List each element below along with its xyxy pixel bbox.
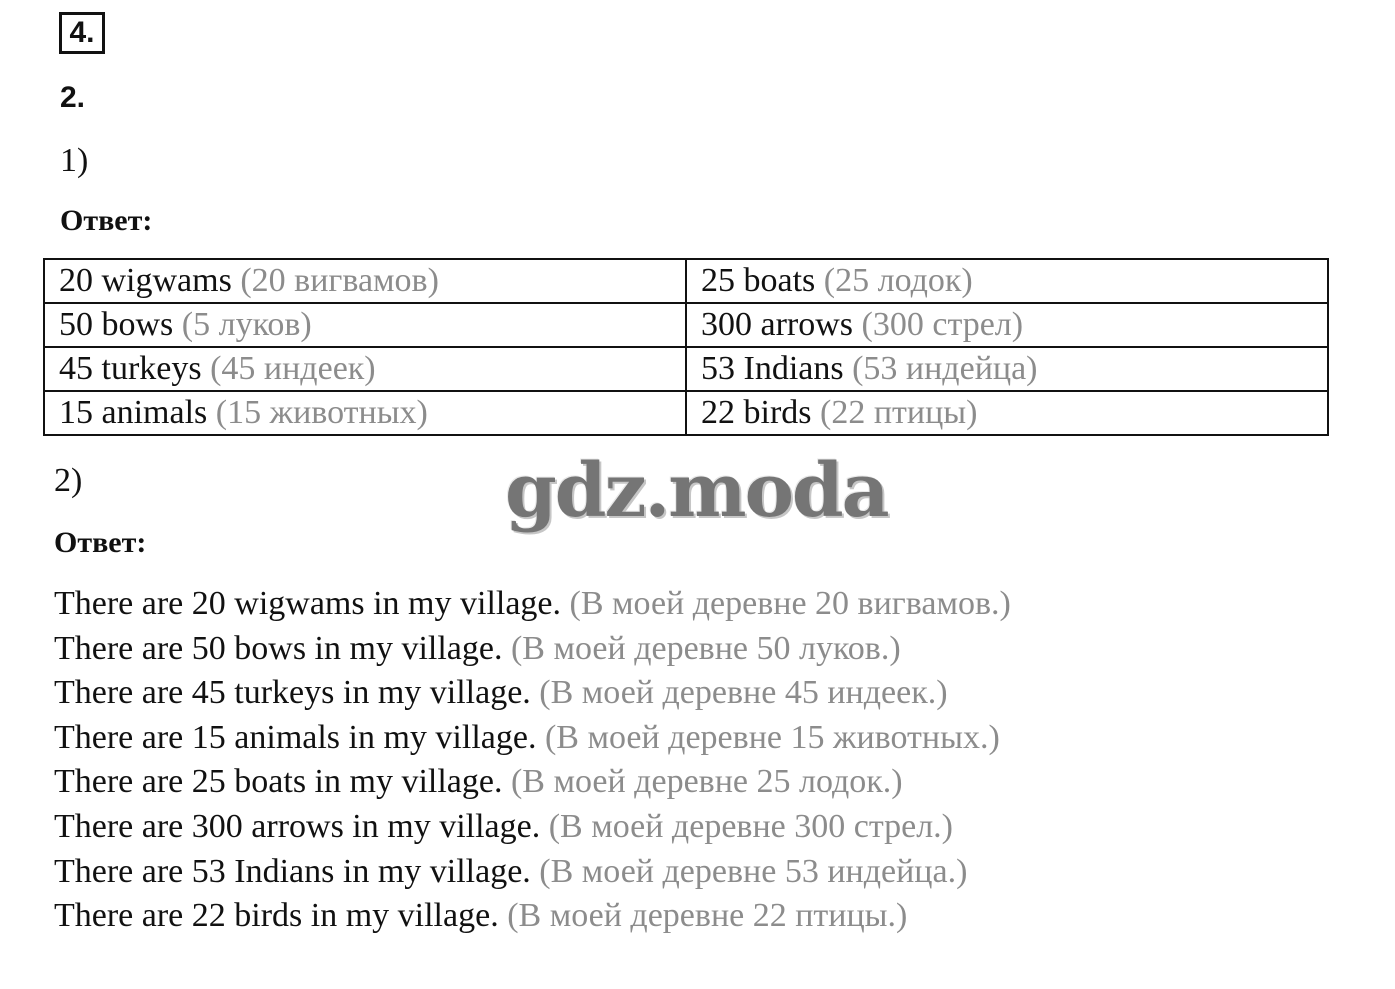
sentence-en: There are 50 bows in my village.: [54, 629, 503, 667]
list-item: [54, 850, 1011, 895]
cell-en: 15 animals: [59, 394, 208, 431]
list-item: [54, 805, 1011, 850]
cell-ru: (25 лодок): [823, 262, 973, 299]
cell-ru: (22 птицы): [820, 394, 978, 431]
cell-ru: (20 вигвамов): [240, 262, 439, 299]
list-item: [54, 760, 1011, 805]
cell-en: 25 boats: [701, 262, 816, 299]
sentence-en: There are 22 birds in my village.: [54, 897, 499, 935]
cell-en: 22 birds: [701, 394, 812, 431]
table-cell: [686, 303, 1328, 347]
watermark-logo: gdz.moda: [505, 448, 888, 534]
cell-en: 53 Indians: [701, 350, 844, 387]
part-1-answer-label: Ответ:: [60, 204, 153, 237]
list-item: [54, 582, 1011, 627]
sentence-en: There are 45 turkeys in my village.: [54, 674, 531, 712]
table-cell: [44, 391, 686, 435]
sentence-ru: (В моей деревне 15 животных.): [544, 718, 1000, 756]
table-cell: [686, 347, 1328, 391]
sentence-ru: (В моей деревне 53 индейца.): [539, 852, 968, 890]
list-item: [54, 627, 1011, 672]
sentence-ru: (В моей деревне 20 вигвамов.): [569, 585, 1011, 622]
cell-ru: (5 луков): [181, 306, 312, 343]
cell-en: 20 wigwams: [59, 262, 232, 299]
sentence-ru: (В моей деревне 50 луков.): [510, 629, 901, 667]
task-number: 2.: [60, 81, 86, 114]
list-item: [54, 894, 1011, 939]
part-2-answer-label: Ответ:: [54, 526, 147, 559]
table-row: [44, 303, 1328, 347]
part-2-label: 2): [54, 462, 83, 499]
sentence-en: There are 25 boats in my village.: [54, 763, 503, 801]
sentence-en: There are 20 wigwams in my village.: [54, 585, 562, 622]
part-1-label: 1): [60, 142, 89, 179]
cell-en: 50 bows: [59, 306, 174, 343]
table-row: [44, 347, 1328, 391]
list-item: [54, 671, 1011, 716]
sentence-en: There are 15 animals in my village.: [54, 718, 537, 756]
cell-ru: (53 индейца): [852, 350, 1038, 387]
table-row: [44, 391, 1328, 435]
answer-table: [43, 258, 1329, 436]
sentence-ru: (В моей деревне 22 птицы.): [507, 897, 908, 935]
cell-ru: (300 стрел): [861, 306, 1024, 343]
table-cell: [44, 347, 686, 391]
sentence-en: There are 300 arrows in my village.: [54, 807, 541, 845]
table-row: [44, 259, 1328, 303]
table-cell: [44, 259, 686, 303]
cell-ru: (15 животных): [215, 394, 428, 431]
cell-en: 300 arrows: [701, 306, 854, 343]
sentence-ru: (В моей деревне 25 лодок.): [510, 763, 903, 801]
exercise-number: 4.: [59, 12, 105, 54]
cell-ru: (45 индеек): [210, 350, 376, 387]
cell-en: 45 turkeys: [59, 350, 202, 387]
sentence-ru: (В моей деревне 300 стрел.): [548, 807, 953, 845]
sentence-list: [54, 582, 1011, 939]
list-item: [54, 716, 1011, 761]
table-cell: [44, 303, 686, 347]
table-cell: [686, 259, 1328, 303]
table-cell: [686, 391, 1328, 435]
sentence-ru: (В моей деревне 45 индеек.): [539, 674, 948, 712]
sentence-en: There are 53 Indians in my village.: [54, 852, 531, 890]
